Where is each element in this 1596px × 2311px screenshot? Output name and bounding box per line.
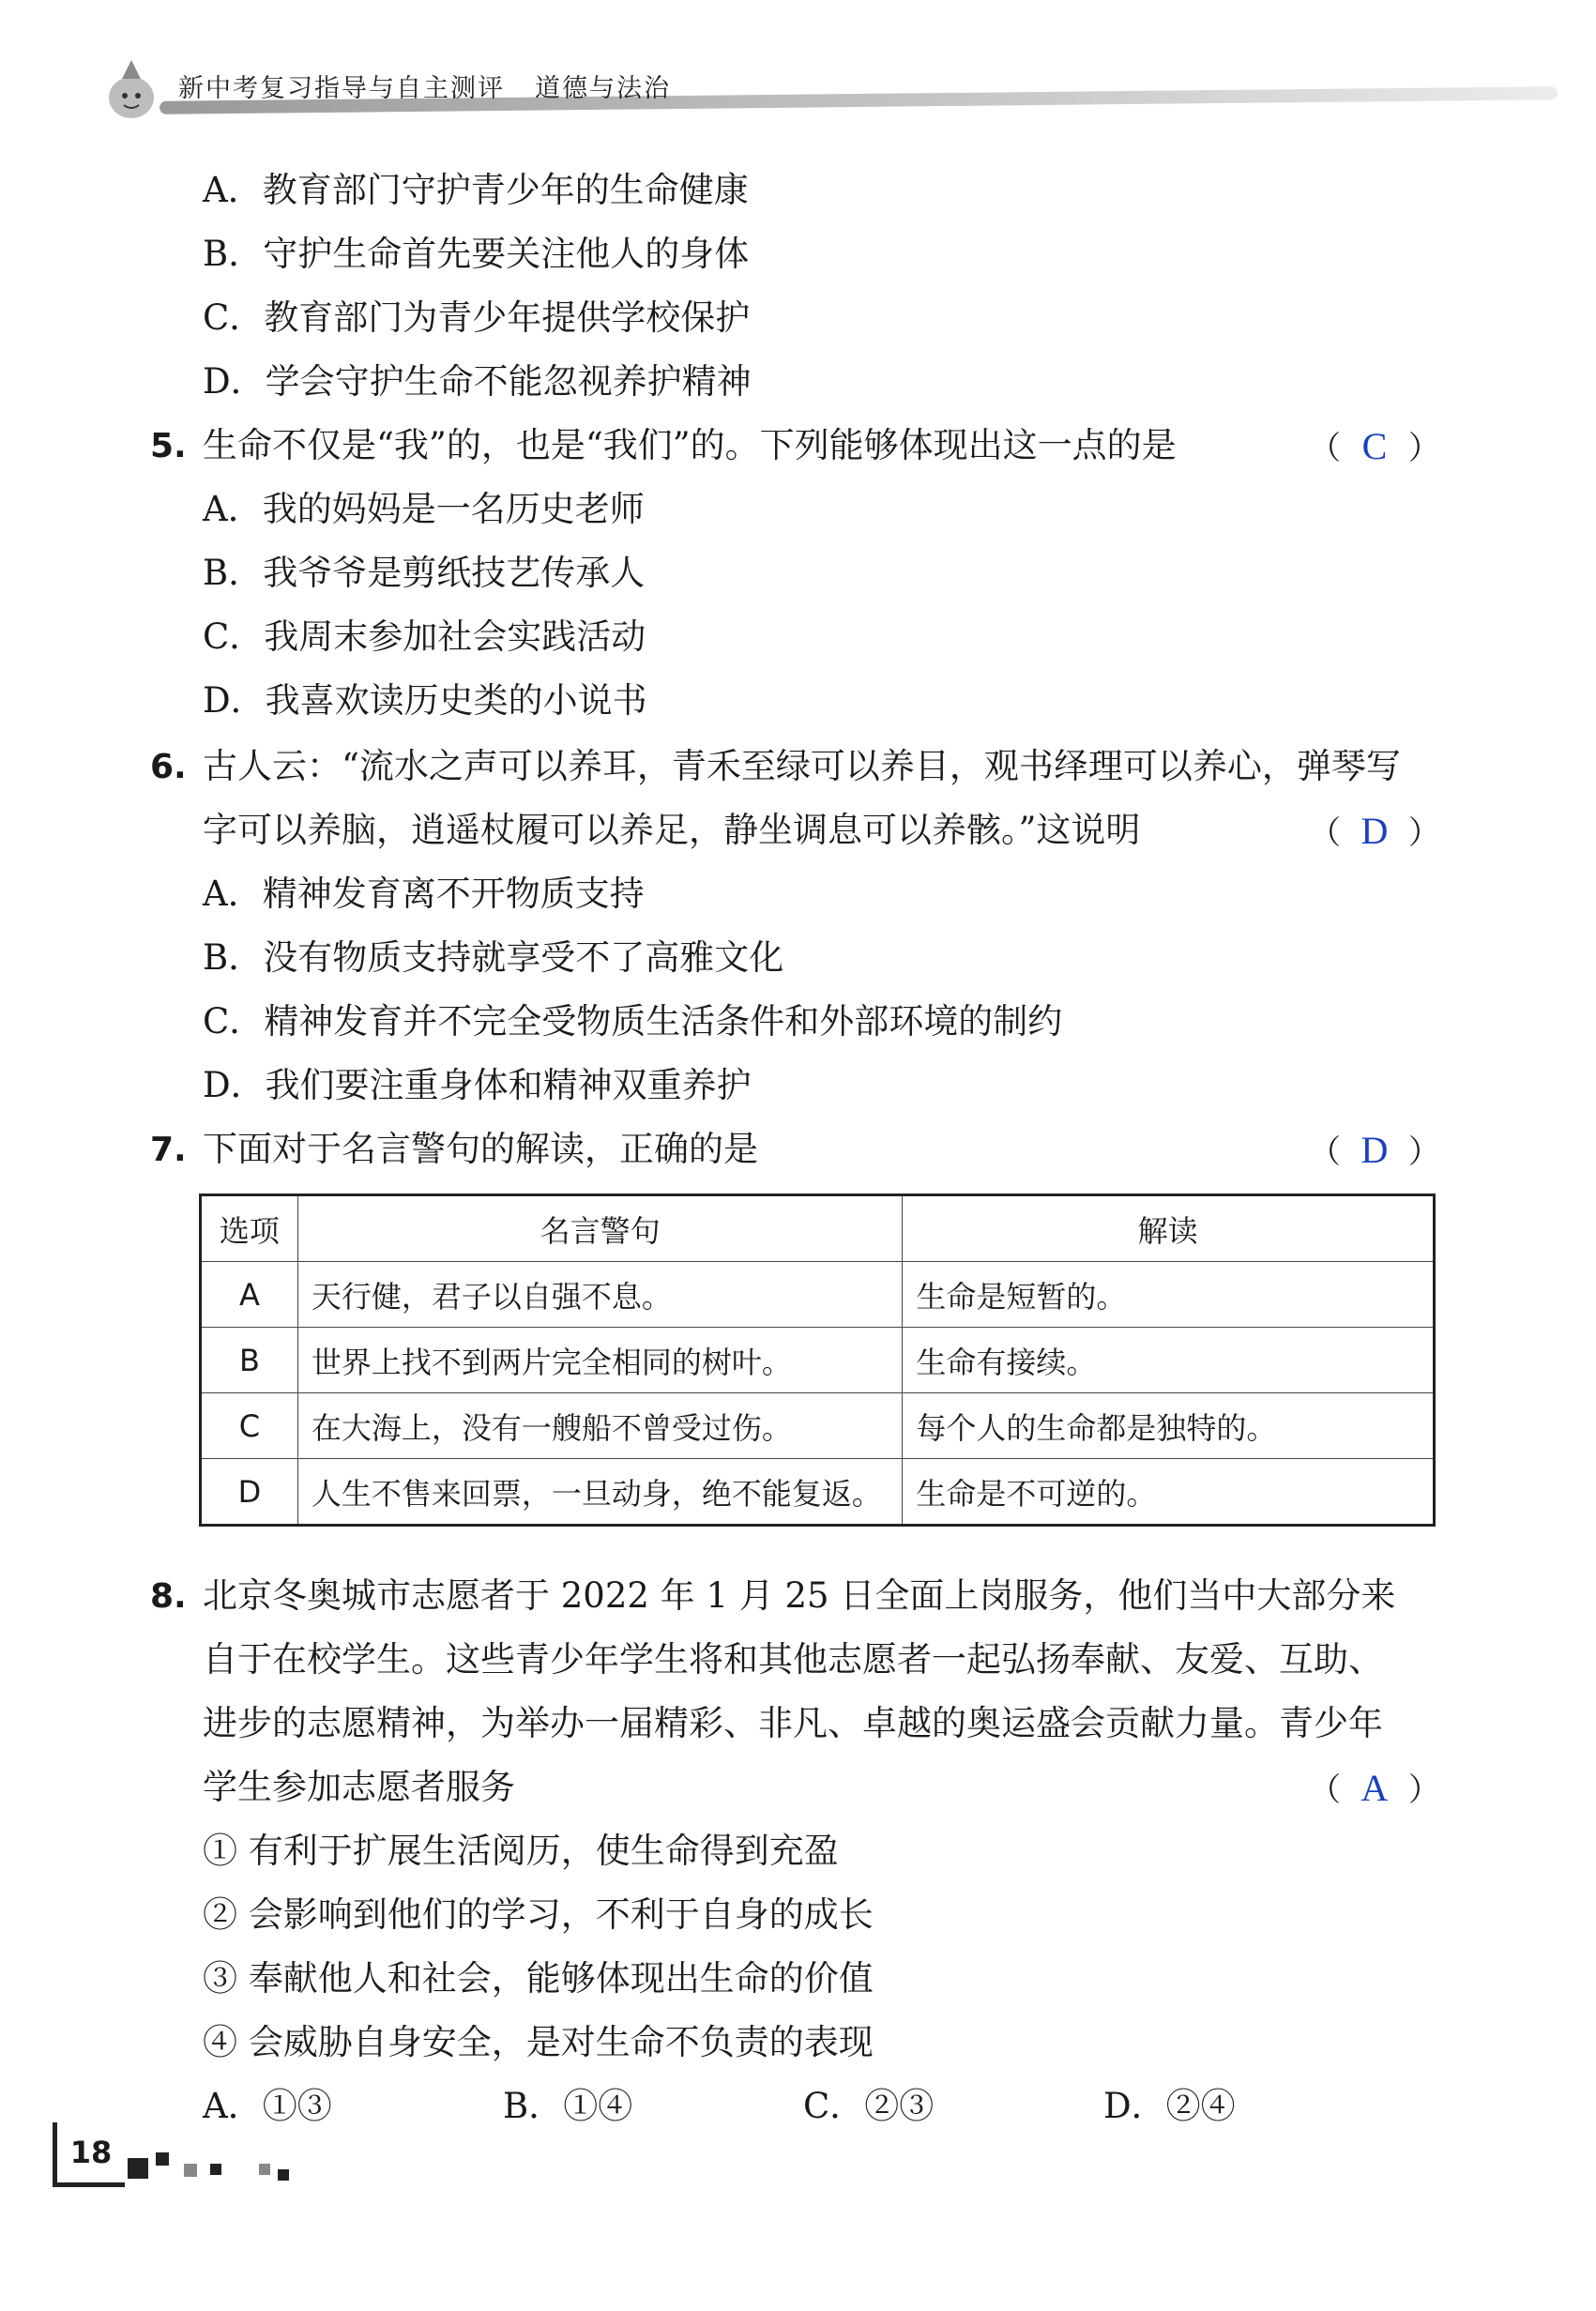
table-row [201, 1393, 1435, 1459]
footer-square-decoration [184, 2164, 197, 2177]
table-cell: 天行健，君子以自强不息。 [297, 1262, 902, 1328]
q6-number: 6. [150, 748, 187, 786]
table-row [201, 1262, 1435, 1328]
q5-stem: 生命不仅是“我”的，也是“我们”的。下列能够体现出这一点的是 [203, 425, 1177, 465]
q5-number: 5. [150, 427, 187, 465]
table-cell: 生命是不可逆的。 [903, 1459, 1435, 1526]
q8-stem-line2: 自于在校学生。这些青少年学生将和其他志愿者一起弘扬奉献、友爱、互助、 [203, 1639, 1383, 1680]
table-cell: D [201, 1459, 298, 1526]
table-header-row [201, 1195, 1435, 1262]
header-title [178, 68, 671, 104]
footer-square-decoration [128, 2158, 148, 2179]
table-cell: 人生不售来回票，一旦动身，绝不能复返。 [297, 1459, 902, 1526]
pencil-mascot-icon [103, 58, 169, 124]
q6-answer-bracket: （ D ） [1309, 810, 1440, 852]
page-number: 18 [53, 2122, 125, 2187]
q8-stem-line4: 学生参加志愿者服务 [203, 1767, 515, 1807]
footer-square-decoration [278, 2169, 289, 2181]
table-cell: 世界上找不到两片完全相同的树叶。 [297, 1328, 902, 1393]
q8-choice-a: A．①③ [203, 2086, 332, 2126]
q5-option-c: C．我周末参加社会实践活动 [203, 616, 646, 657]
table-header: 选项 [201, 1195, 298, 1262]
table-cell: C [201, 1393, 298, 1459]
q8-answer: A [1360, 1767, 1389, 1809]
q8-statement-4: ④ 会威胁自身安全，是对生命不负责的表现 [203, 2022, 874, 2062]
table-cell: 生命是短暂的。 [903, 1262, 1435, 1328]
q4-option-a: A．教育部门守护青少年的生命健康 [203, 170, 749, 210]
book-title: 新中考复习指导与自主测评 [178, 74, 505, 103]
table-row [201, 1459, 1435, 1526]
table-header: 解读 [903, 1195, 1435, 1262]
q7-stem: 下面对于名言警句的解读，正确的是 [203, 1129, 758, 1169]
table-row [201, 1328, 1435, 1393]
q8-number: 8. [150, 1577, 187, 1616]
q7-number: 7. [150, 1131, 187, 1169]
table-cell: 在大海上，没有一艘船不曾受过伤。 [297, 1393, 902, 1459]
q6-option-d: D．我们要注重身体和精神双重养护 [203, 1065, 752, 1105]
q5-option-d: D．我喜欢读历史类的小说书 [203, 680, 647, 721]
q8-choice-c: C．②③ [803, 2086, 935, 2126]
q8-statement-3: ③ 奉献他人和社会，能够体现出生命的价值 [203, 1958, 874, 1999]
quotes-table [199, 1194, 1436, 1527]
q8-choice-b: B．①④ [503, 2086, 633, 2126]
q8-statement-2: ② 会影响到他们的学习，不利于自身的成长 [203, 1894, 874, 1935]
q4-option-c: C．教育部门为青少年提供学校保护 [203, 297, 751, 338]
footer-square-decoration [259, 2164, 270, 2175]
q4-option-d: D．学会守护生命不能忽视养护精神 [203, 361, 752, 402]
q5-answer: C [1361, 425, 1388, 467]
table-cell: A [201, 1262, 298, 1328]
q7-answer-bracket: （ D ） [1309, 1129, 1440, 1171]
q7-answer: D [1360, 1129, 1389, 1171]
table-cell: 每个人的生命都是独特的。 [903, 1393, 1435, 1459]
table-cell: B [201, 1328, 298, 1393]
q4-option-b: B．守护生命首先要关注他人的身体 [203, 234, 750, 274]
q8-choice-d: D．②④ [1103, 2086, 1236, 2126]
q5-answer-bracket: （ C ） [1309, 425, 1440, 467]
q8-stem-line1: 北京冬奥城市志愿者于 2022 年 1 月 25 日全面上岗服务，他们当中大部分来 [203, 1575, 1396, 1616]
q6-option-b: B．没有物质支持就享受不了高雅文化 [203, 937, 784, 978]
q6-answer: D [1360, 810, 1389, 852]
footer-square-decoration [156, 2152, 169, 2166]
table-cell: 生命有接续。 [903, 1328, 1435, 1393]
q6-stem-line1: 古人云：“流水之声可以养耳，青禾至绿可以养目，观书绎理可以养心，弹琴写 [203, 746, 1401, 786]
table-header: 名言警句 [297, 1195, 902, 1262]
page-header [103, 54, 1567, 129]
q6-option-a: A．精神发育离不开物质支持 [203, 874, 645, 914]
subject-title: 道德与法治 [535, 74, 671, 103]
q8-stem-line3: 进步的志愿精神，为举办一届精彩、非凡、卓越的奥运盛会贡献力量。青少年 [203, 1703, 1383, 1743]
q8-answer-bracket: （ A ） [1309, 1767, 1440, 1809]
q6-stem-line2: 字可以养脑，逍遥杖履可以养足，静坐调息可以养骸。”这说明 [203, 810, 1141, 850]
footer-square-decoration [210, 2164, 221, 2175]
q5-option-a: A．我的妈妈是一名历史老师 [203, 489, 645, 529]
q8-statement-1: ① 有利于扩展生活阅历，使生命得到充盈 [203, 1831, 839, 1871]
q6-option-c: C．精神发育并不完全受物质生活条件和外部环境的制约 [203, 1001, 1063, 1041]
q5-option-b: B．我爷爷是剪纸技艺传承人 [203, 553, 646, 593]
